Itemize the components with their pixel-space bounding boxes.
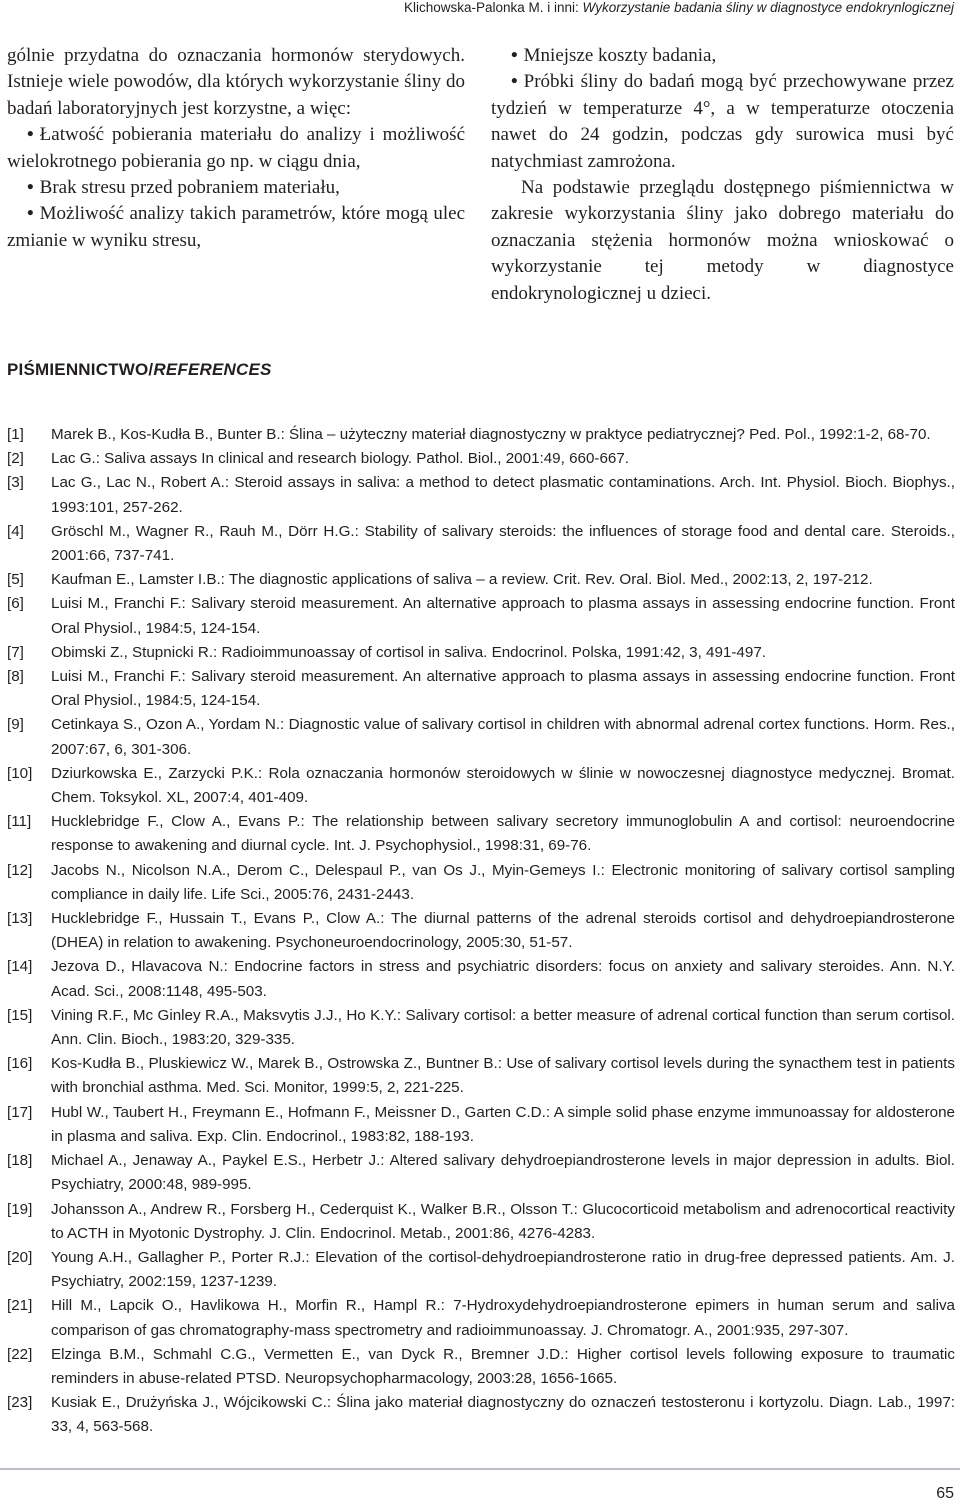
running-header — [404, 0, 954, 15]
reference-text: Dziurkowska E., Zarzycki P.K.: Rola oznaczania hormonów steroidowych w ślinie w nowoczesnej diagnostyce medycznej. Bromat. Chem. Toksykol. XL, 2007:4, 401-409. — [51, 764, 955, 807]
reference-item — [7, 713, 955, 761]
reference-item — [7, 592, 955, 640]
reference-number: [23] — [7, 1394, 33, 1412]
reference-item — [7, 810, 955, 858]
reference-item — [7, 520, 955, 568]
reference-text: Luisi M., Franchi F.: Salivary steroid measurement. An alternative approach to plasma assays in assessing endocrine function. Front Oral Physiol., 1984:5, 124-154. — [51, 595, 955, 637]
intro-paragraph: gólnie przydatna do oznaczania hormonów sterydowych. Istnieje wiele powodów, dla których wykorzystanie śliny do badań laboratoryjnych jest korzystne, a więc: — [7, 45, 465, 119]
reference-item — [7, 1004, 955, 1052]
reference-text: Vining R.F., Mc Ginley R.A., Maksvytis J.J., Ho K.Y.: Salivary cortisol: a better measure of adrenal cortical function than serum cortisol. Ann. Clin. Bioch., 1983:20, 329-335. — [51, 1006, 955, 1049]
reference-number: [15] — [7, 1006, 33, 1024]
reference-text: Jezova D., Hlavacova N.: Endocrine factors in stress and psychiatric disorders: focus on anxiety and salivary steroides. Ann. N.Y. Acad. Sci., 2008:1148, 495-503. — [51, 958, 955, 1000]
reference-item — [7, 1149, 955, 1197]
header-authors: Klichowska-Palonka M. i inni: — [403, 0, 583, 15]
reference-text: Gröschl M., Wagner R., Rauh M., Dörr H.G.: Stability of salivary steroids: the influences of storage food and dental care. Steroids., 2001:66, 737-741. — [51, 522, 955, 565]
references-heading — [7, 360, 272, 380]
reference-item — [7, 447, 955, 471]
left-column — [7, 43, 465, 254]
reference-number: [13] — [7, 910, 33, 928]
reference-text: Michael A., Jenaway A., Paykel E.S., Herbetr J.: Altered salivary dehydroepiandrosterone levels in major depression in adults. Biol. Psychiatry, 2000:48, 989-995. — [51, 1152, 955, 1194]
reference-item — [7, 471, 955, 519]
reference-number: [8] — [7, 668, 24, 686]
reference-number: [3] — [7, 474, 24, 492]
references-heading-en: REFERENCES — [153, 360, 272, 379]
conclusion-paragraph: Na podstawie przeglądu dostępnego piśmiennictwa w zakresie wykorzystania śliny jako dobrego materiału do oznaczania stężenia hormonów można wnioskować o wykorzystanie tej metody w diagnostyce endokrynologicznej u dzieci. — [491, 177, 954, 304]
reference-item — [7, 568, 955, 592]
reference-text: Cetinkaya S., Ozon A., Yordam N.: Diagnostic value of salivary cortisol in children with abnormal adrenal cortex functions. Horm. Res., 2007:67, 6, 301-306. — [51, 716, 955, 758]
header-title: Wykorzystanie badania śliny w diagnostyce endokrynlogicznej — [582, 0, 954, 15]
bullet-item — [491, 69, 954, 175]
reference-text: Kaufman E., Lamster I.B.: The diagnostic applications of saliva – a review. Crit. Rev. Oral. Biol. Med., 2002:13, 2, 197-212. — [51, 571, 873, 589]
bullet-icon: • — [511, 71, 518, 93]
reference-item — [7, 1246, 955, 1294]
bullet-text: Mniejsze koszty badania, — [523, 45, 717, 66]
bullet-icon: • — [27, 177, 34, 199]
reference-text: Obimski Z., Stupnicki R.: Radioimmunoassay of cortisol in saliva. Endocrinol. Polska, 1991:42, 3, 491-497. — [51, 643, 766, 661]
bullet-text: Próbki śliny do badań mogą być przechowywane przez tydzień w temperaturze 4°, a w temperaturze otoczenia nawet do 24 godzin, podczas gdy surowica musi być natychmiast zamrożona. — [491, 71, 954, 172]
reference-number: [10] — [7, 764, 33, 782]
reference-number: [6] — [7, 595, 24, 613]
reference-number: [14] — [7, 958, 33, 976]
reference-number: [21] — [7, 1297, 33, 1315]
reference-text: Johansson A., Andrew R., Forsberg H., Cederquist K., Walker B.R., Olsson T.: Glucocorticoid metabolism and adrenocortical reactivity to ACTH in Myotonic Dystrophy. J. Clin. Endocrinol. Metab., 2001:86, 4276-4283. — [51, 1200, 955, 1242]
bullet-item — [7, 201, 465, 254]
reference-text: Kusiak E., Drużyńska J., Wójcikowski C.: Ślina jako materiał diagnostyczny do oznaczeń testosteronu i kortyzolu. Diagn. Lab., 1997: 33, 4, 563-568. — [51, 1394, 955, 1436]
reference-item — [7, 1343, 955, 1391]
page-number: 65 — [936, 1485, 954, 1502]
reference-text: Lac G.: Saliva assays In clinical and research biology. Pathol. Biol., 2001:49, 660-667. — [51, 450, 630, 468]
reference-number: [4] — [7, 522, 24, 540]
bullet-item — [7, 175, 465, 201]
reference-text: Hucklebridge F., Hussain T., Evans P., Clow A.: The diurnal patterns of the adrenal steroids cortisol and dehydroepiandrosterone (DHEA) in relation to awakening. Psychoneuroendocrinology, 2005:30, 51-57. — [51, 910, 955, 952]
reference-number: [9] — [7, 716, 24, 734]
right-column — [491, 43, 954, 307]
reference-text: Lac G., Lac N., Robert A.: Steroid assays in saliva: a method to detect plasmatic contaminations. Arch. Int. Physiol. Bioch. Biophys., 1993:101, 257-262. — [51, 474, 955, 516]
reference-text: Kos-Kudła B., Pluskiewicz W., Marek B., Ostrowska Z., Buntner B.: Use of salivary cortisol levels during the synacthem test in patients with bronchial asthma. Med. Sci. Monitor, 1999:5, 2, 221-225. — [51, 1055, 955, 1097]
reference-list — [7, 423, 955, 1440]
reference-item — [7, 1198, 955, 1246]
reference-number: [16] — [7, 1055, 33, 1073]
reference-item — [7, 1294, 955, 1342]
reference-text: Young A.H., Gallagher P., Porter R.J.: Elevation of the cortisol-dehydroepiandrosterone ratio in drug-free depressed patients. Am. J. Psychiatry, 2002:159, 1237-1239. — [51, 1248, 955, 1291]
references-heading-pl: PIŚMIENNICTWO/ — [7, 360, 154, 379]
reference-item — [7, 955, 955, 1003]
reference-text: Hucklebridge F., Clow A., Evans P.: The relationship between salivary secretory immunoglobulin A and cortisol: neuroendocrine response to awakening and diurnal cycle. Int. J. Psychophysiol., 1998:31, 69-76. — [51, 813, 955, 855]
reference-item — [7, 665, 955, 713]
reference-number: [22] — [7, 1345, 33, 1363]
bullet-icon: • — [511, 45, 518, 66]
reference-item — [7, 1101, 955, 1149]
bullet-item — [491, 43, 954, 69]
bullet-icon: • — [27, 203, 34, 225]
reference-item — [7, 423, 955, 447]
reference-item — [7, 907, 955, 955]
reference-text: Hubl W., Taubert H., Freymann E., Hofmann F., Meissner D., Garten C.D.: A simple solid phase enzyme immunoassay for aldosterone in plasma and saliva. Exp. Clin. Endocrinol., 1983:82, 188-193. — [51, 1103, 955, 1145]
reference-text: Hill M., Lapcik O., Havlikowa H., Morfin R., Hampl R.: 7-Hydroxydehydroepiandrosterone epimers in human serum and saliva comparison of gas chromatography-mass spectrometry and radioimmunoassay. J. Chromatogr. A., 2001:935, 297-307. — [51, 1297, 955, 1339]
reference-number: [2] — [7, 450, 24, 468]
reference-number: [19] — [7, 1200, 33, 1218]
reference-text: Jacobs N., Nicolson N.A., Derom C., Delespaul P., van Os J., Myin-Gemeys I.: Electronic monitoring of salivary cortisol sampling compliance in daily life. Life Sci., 2005:76, 2431-2443. — [51, 861, 955, 903]
reference-number: [20] — [7, 1248, 33, 1266]
reference-item — [7, 641, 955, 665]
bullet-item — [7, 122, 465, 175]
reference-number: [18] — [7, 1152, 33, 1170]
reference-text: Elzinga B.M., Schmahl C.G., Vermetten E., van Dyck R., Bremner J.D.: Higher cortisol levels following exposure to traumatic reminders in abuse-related PTSD. Neuropsychopharmacology, 2003:28, 1656-1665. — [51, 1345, 955, 1387]
reference-number: [11] — [7, 813, 32, 831]
bullet-text: Brak stresu przed pobraniem materiału, — [39, 177, 340, 199]
bullet-text: Łatwość pobierania materiału do analizy i możliwość wielokrotnego pobierania go np. w ciągu dnia, — [7, 124, 465, 172]
reference-number: [7] — [7, 643, 24, 661]
reference-item — [7, 1391, 955, 1439]
reference-text: Marek B., Kos-Kudła B., Bunter B.: Ślina – użyteczny materiał diagnostyczny w praktyce pediatrycznej? Ped. Pol., 1992:1-2, 68-70. — [51, 426, 931, 443]
reference-item — [7, 1052, 955, 1100]
bullet-icon: • — [27, 124, 34, 146]
reference-item — [7, 762, 955, 810]
reference-number: [17] — [7, 1103, 33, 1121]
footer-divider — [0, 1468, 960, 1470]
reference-number: [1] — [7, 426, 24, 443]
reference-number: [12] — [7, 861, 33, 879]
reference-text: Luisi M., Franchi F.: Salivary steroid measurement. An alternative approach to plasma assays in assessing endocrine function. Front Oral Physiol., 1984:5, 124-154. — [51, 668, 955, 710]
reference-number: [5] — [7, 571, 24, 589]
reference-item — [7, 859, 955, 907]
bullet-text: Możliwość analizy takich parametrów, które mogą ulec zmianie w wyniku stresu, — [7, 203, 465, 251]
